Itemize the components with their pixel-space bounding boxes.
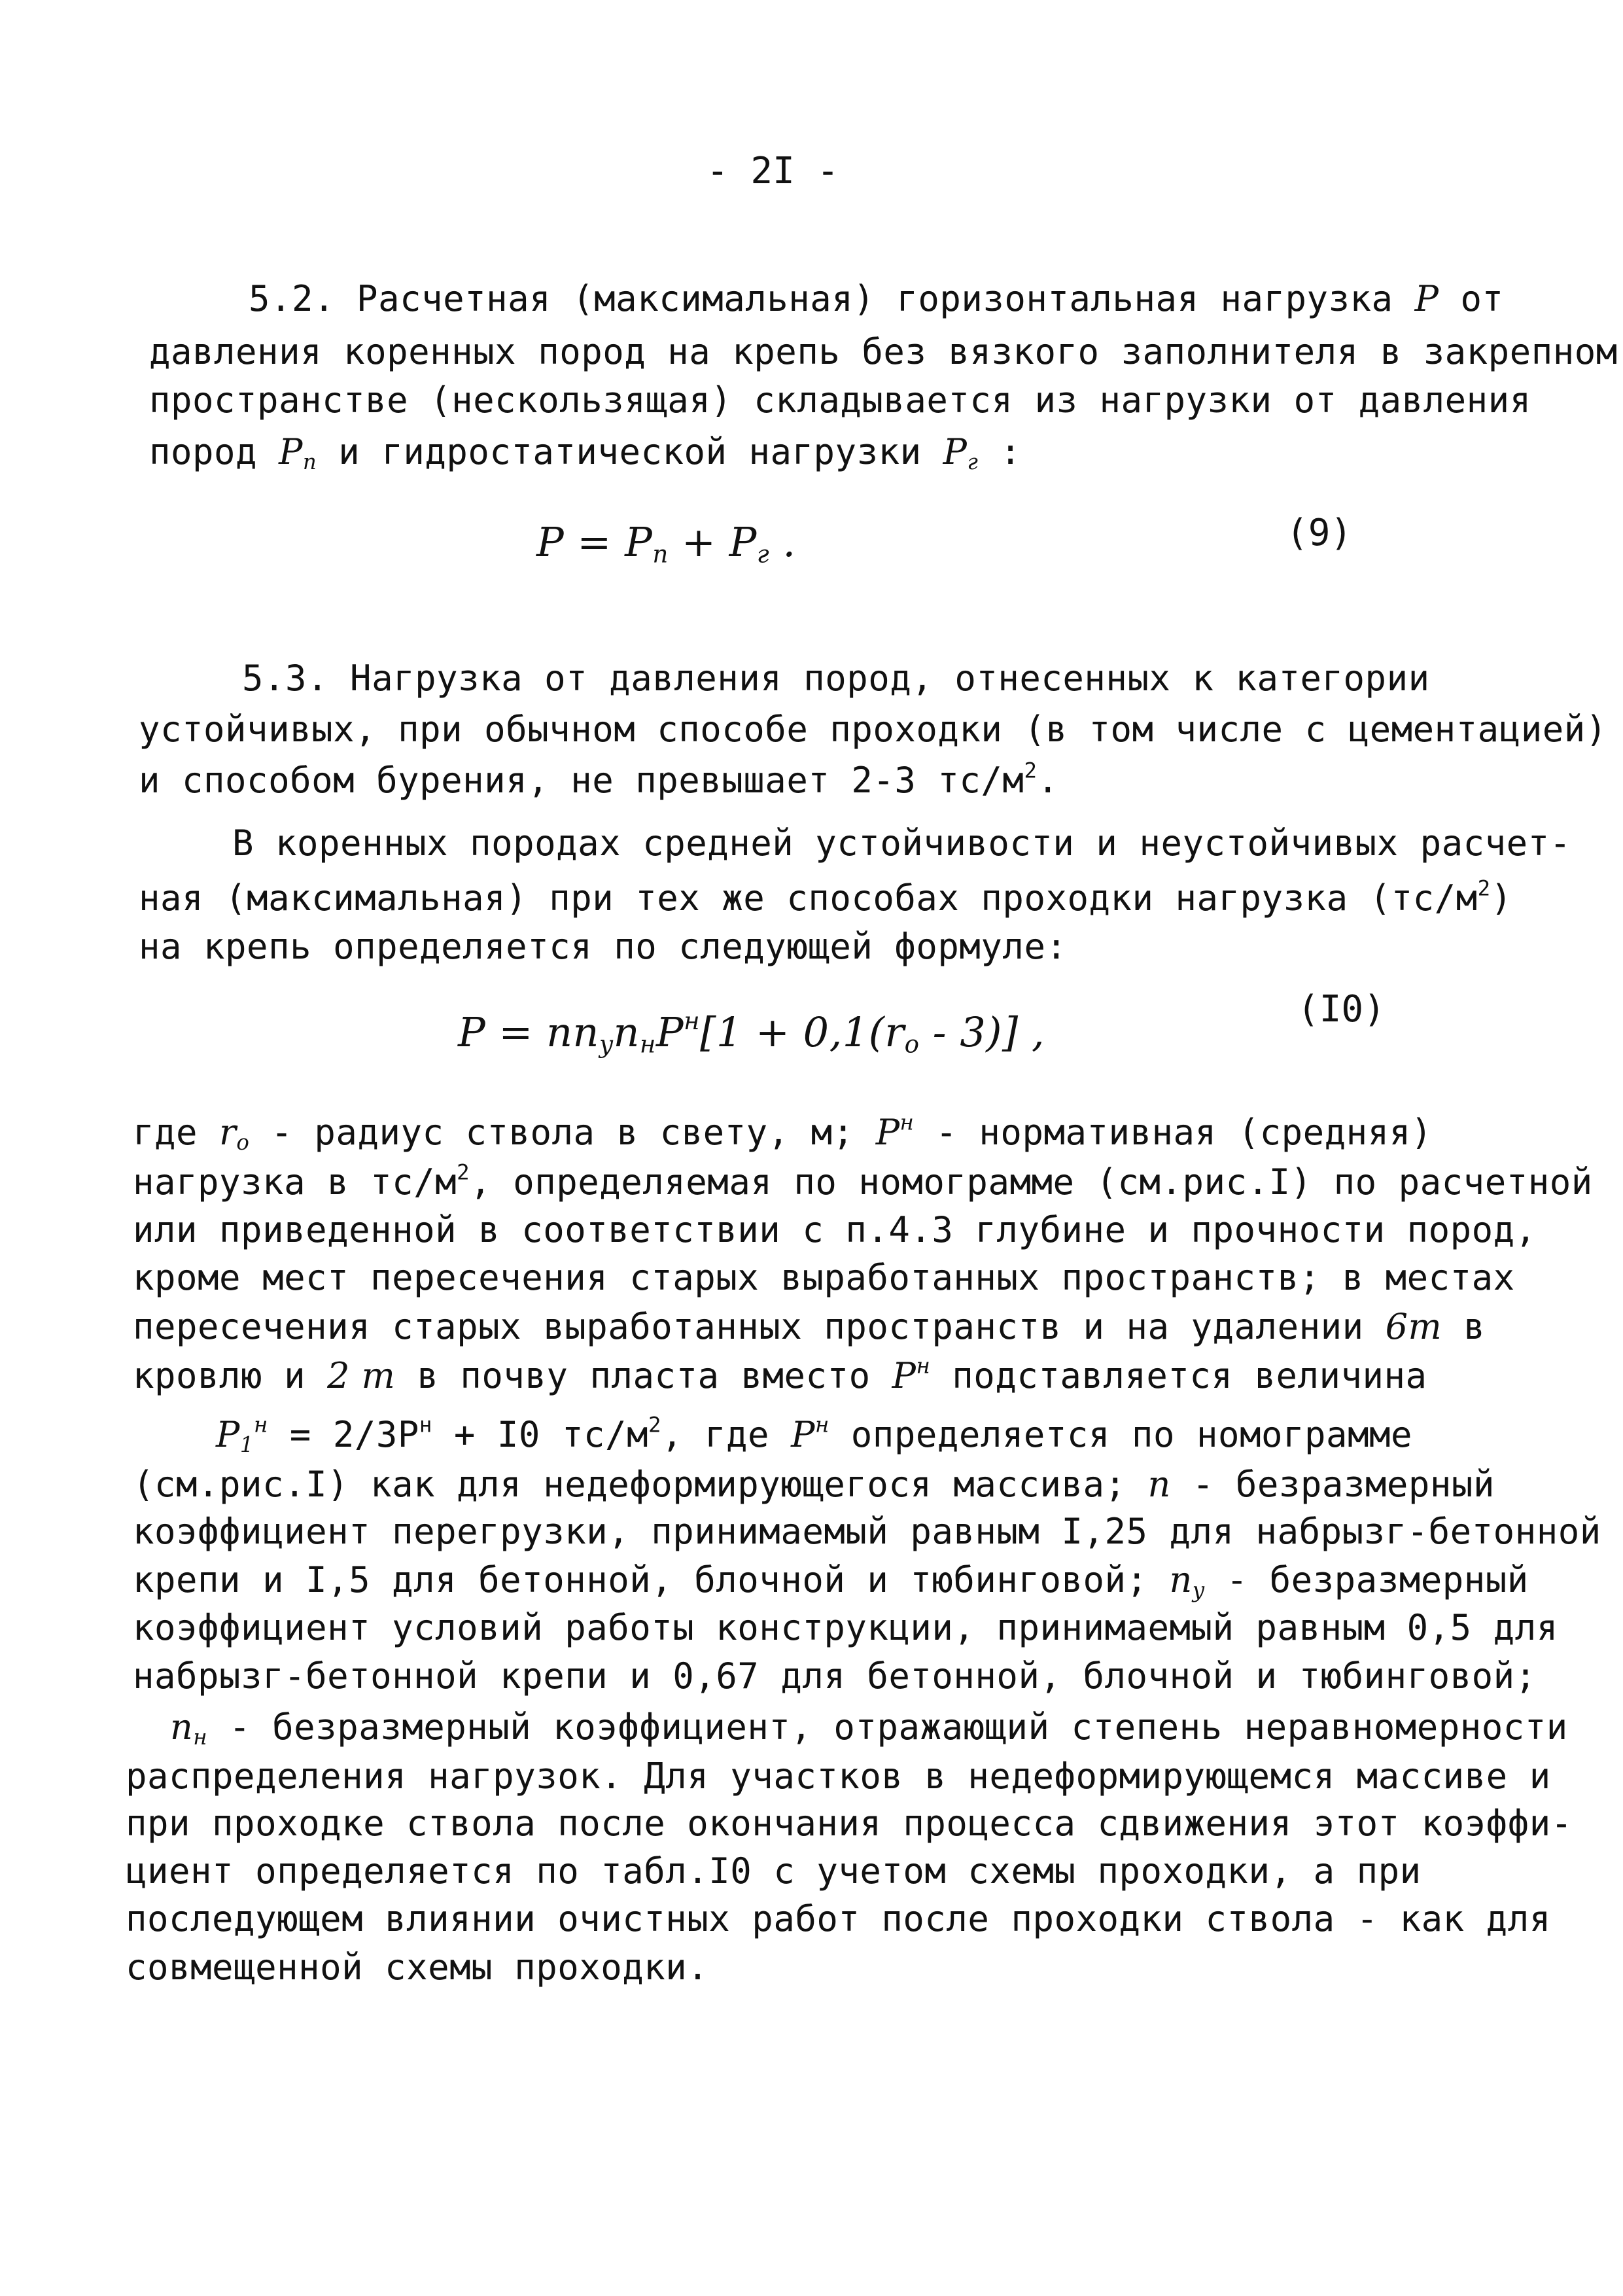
where-line-7: $P_1^н = 2/3P^н + I0$ $тс/м^2$, где $P^н$ определяется по номограмме bbox=[216, 1412, 1413, 1458]
var-pn-2: $P^н$ bbox=[892, 1353, 931, 1396]
where-line-13: $n_н$ - безразмерный коэффициент, отражающий степень неравномерности bbox=[170, 1706, 1568, 1750]
where-line-17: последующем влиянии очистных работ после проходки ствола - как для bbox=[126, 1898, 1551, 1939]
s53-para2-line-2: ная (максимальная) при тех же способах проходки нагрузка $(тс/м^2)$ bbox=[139, 875, 1512, 919]
s52-l1a: 5.2. Расчетная (максимальная) горизонтальная нагрузка bbox=[249, 278, 1415, 319]
equation-number-9: (9) bbox=[1286, 512, 1353, 554]
where-line-2: нагрузка в $тс/м^2$, определяемая по номограмме (см.рис.I) по расчетной bbox=[133, 1159, 1593, 1203]
var-n: n bbox=[1147, 1464, 1171, 1505]
formula-9: $P = P_п + P_г$ . bbox=[536, 518, 796, 569]
var-p1n: $P_1^н$ bbox=[216, 1412, 268, 1458]
where-line-4: кроме мест пересечения старых выработанных пространств; в местах bbox=[133, 1257, 1515, 1298]
equation-number-10: (I0) bbox=[1297, 988, 1386, 1031]
where-line-1: где $r_o$ - радиус ствола в свету, м; $P^н$ - нормативная (средняя) bbox=[133, 1110, 1433, 1156]
s52-l4c: : bbox=[978, 431, 1022, 472]
var-2m: 2 m bbox=[327, 1355, 396, 1396]
s53-para2-line-1: В коренных породах средней устойчивости и неустойчивых расчет- bbox=[232, 822, 1571, 864]
where-line-8: (см.рис.I) как для недеформирующегося массива; n - безразмерный bbox=[133, 1464, 1495, 1505]
var-p: P bbox=[1414, 278, 1439, 319]
s52-line-2: давления коренных пород на крепь без вязкого заполнителя в закрепном bbox=[149, 331, 1618, 372]
s52-line-1 bbox=[249, 276, 1503, 322]
var-ny: $n_y$ bbox=[1169, 1559, 1205, 1603]
where-line-9: коэффициент перегрузки, принимаемый равным I,25 для набрызг-бетонной bbox=[133, 1511, 1601, 1552]
var-pn: $P^н$ bbox=[875, 1110, 915, 1153]
var-pn-3: $P^н$ bbox=[791, 1412, 829, 1455]
s52-line-4 bbox=[149, 429, 1021, 485]
s53-line-3: и способом бурения, не превышает 2-3 $тс/м^2$. bbox=[139, 758, 1059, 801]
where-line-14: распределения нагрузок. Для участков в недеформирующемся массиве и bbox=[126, 1756, 1551, 1797]
where-line-11: коэффициент условий работы конструкции, принимаемый равным 0,5 для bbox=[133, 1607, 1558, 1648]
formula-10: $P = nn_yn_нP^н[1 + 0,1(r_o - 3)]$ , bbox=[458, 1006, 1045, 1059]
page-number: - 2I - bbox=[707, 150, 839, 192]
where-line-10: крепи и I,5 для бетонной, блочной и тюбинговой; $n_y$ - безразмерный bbox=[133, 1559, 1529, 1603]
s52-line-3: пространстве (нескользящая) складывается из нагрузки от давления bbox=[149, 380, 1531, 421]
s52-l1b: от bbox=[1439, 278, 1504, 319]
s53-line-1: 5.3. Нагрузка от давления пород, отнесенных к категории bbox=[242, 658, 1430, 699]
where-line-16: циент определяется по табл.I0 с учетом схемы проходки, а при bbox=[126, 1850, 1422, 1892]
where-line-3: или приведенной в соответствии с п.4.3 глубине и прочности пород, bbox=[133, 1209, 1537, 1250]
where-line-18: совмещенной схемы проходки. bbox=[126, 1947, 709, 1988]
var-6m: 6m bbox=[1385, 1306, 1442, 1347]
where-line-12: набрызг-бетонной крепи и 0,67 для бетонной, блочной и тюбинговой; bbox=[133, 1655, 1537, 1697]
var-pp: $P_п$ bbox=[279, 431, 317, 475]
where-line-5: пересечения старых выработанных пространств и на удалении 6m в bbox=[133, 1306, 1486, 1347]
s52-l4b: и гидростатической нагрузки bbox=[317, 431, 943, 472]
where-line-15: при проходке ствола после окончания процесса сдвижения этот коэффи- bbox=[126, 1803, 1573, 1844]
s53-line-2: устойчивых, при обычном способе проходки (в том числе с цементацией) bbox=[139, 709, 1607, 750]
where-line-6: кровлю и 2 m в почву пласта вместо $P^н$ подставляется величина bbox=[133, 1353, 1427, 1396]
var-pg: $P_г$ bbox=[943, 431, 979, 475]
var-nn: $n_н$ bbox=[170, 1706, 208, 1750]
s53-para2-line-3: на крепь определяется по следующей формуле: bbox=[139, 926, 1068, 967]
s52-l4a: пород bbox=[149, 431, 279, 472]
var-r0: $r_o$ bbox=[219, 1112, 250, 1156]
